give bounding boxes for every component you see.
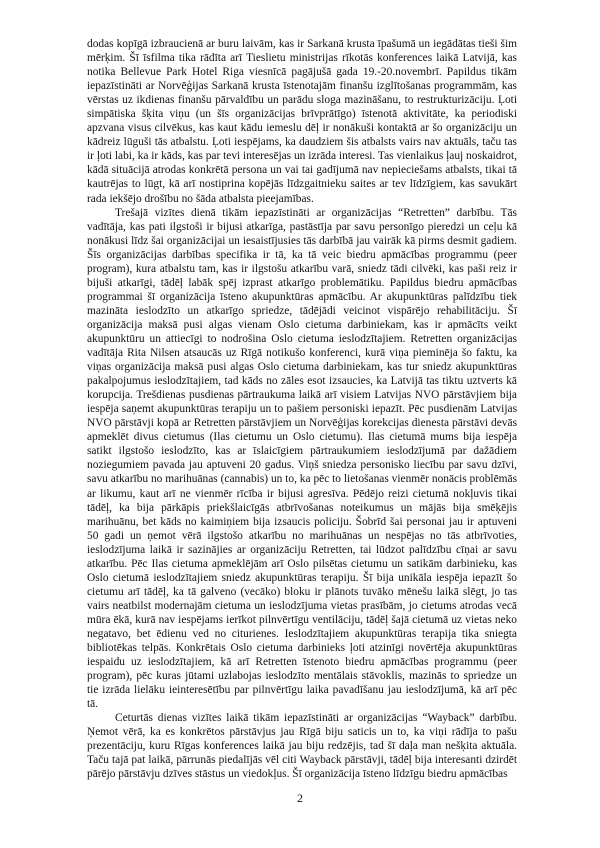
- page-number: 2: [297, 791, 303, 805]
- paragraph-wayback: Ceturtās dienas vizītes laikā tikām iepazīstināti ar organizācijas “Wayback” darbību. Ņemot vērā, ka es konkrētos pārstāvjus jau Rīgā biju saticis un to, ka viņi rādīja to pašu prezentāciju, kuru Rīgas konferences laikā jau biju redzējis, tad šī daļa man nešķita aktuāla. Taču tajā pat laikā, pārrunās piedalījās vēl citi Wayback pārstāvji, tādēļ bija interesanti dzirdēt pārējo pārstāvju dzīves stāstus un viedokļus. Šī organizācija īsteno līdzīgu biedru apmācības: [87, 712, 517, 781]
- paragraph-continuation: dodas kopīgā izbraucienā ar buru laivām, kas ir Sarkanā krusta īpašumā un iegādātas tieši šim mērķim. Šī īsfilma tika rādīta arī Tieslietu ministrijas rīkotās konferences laikā Latvijā, kas notika Bellevue Park Hotel Riga viesnīcā pagājušā gada 19.-20.novembrī. Papildus tikām iepazīstināti ar Norvēģijas Sarkanā krusta īstenotajām finanšu izglītošanas programmām, kas vērstas uz ikdienas finanšu pārvaldību un parādu sloga mazināšanu, to restrukturizāciju. Ļoti simpātiska šķita viņu (un šīs organizācijas brīvprātīgo) īstenotā aktivitāte, ka periodiski apzvana visus cilvēkus, kas kaut kādu iemeslu dēļ ir nonākuši kontaktā ar šo organizāciju un kādreiz lūguši tās atbalstu. Ļoti iespējams, ka daudziem šis atbalsts vairs nav aktuāls, taču tas ir ļoti labi, ka ir kāds, kas par tevi interesējas un izrāda interesi. Tas vienlaikus ļauj noskaidrot, kādā situācijā atrodas konkrētā persona un vai tai gadījumā nav nepieciešams atbalsts, tikai tā kautrējas to lūgt, kā arī nostiprina kopējās līdzgaitnieku saites ar tev līdzīgiem, kas savukārt rada iekšējo drošību no šāda atbalsta pieejamības.: [87, 38, 517, 205]
- paragraph-retretten: Trešajā vizītes dienā tikām iepazīstināti ar organizācijas “Retretten” darbību. Tās vadītāja, kas pati ilgstoši ir bijusi atkarīga, pastāstīja par savu personīgo pieredzi un ceļu kā nonākusi līdz šai organizācijai un iesaistījusies tās darbībā jau vairāk kā pirms desmit gadiem. Šīs organizācijas darbības specifika ir tā, ka tā veic biedru apmācības programmu (peer program), kura atbalstu tam, kas ir ilgstošu atkarību varā, sniedz tādi cilvēki, kas paši reiz ir bijuši atkarīgi, tādēļ labāk spēj izprast atkarīgo problemātiku. Papildus biedru apmācības programmai šī organizācija īsteno akupunktūras apmācību. Ar akupunktūras palīdzību tiek mazināta ieslodzīto un atkarīgo spriedze, tādējādi veicinot vispārējo rehabilitāciju. Šī organizācija maksā pusi algas vienam Oslo cietuma darbiniekam, kas ir apmācīts veikt akupunktūru un attiecīgi to nodrošina Oslo cietuma ieslodzītajiem. Retretten organizācijas vadītāja Rita Nilsen atsaucās uz Rīgā notikušo konferenci, kurā viņa pieminēja šo faktu, ka viņas organizācija maksā pusi algas Oslo cietuma darbiniekam, kas tur sniedz akupunktūras pakalpojumus ieslodzītajiem, tad kāds no zāles esot izsaucies, ka Latvijā tas tiktu uztverts kā korupcija. Trešdienas pusdienas pārtraukuma laikā arī visiem Latvijas NVO pārstāvjiem bija iespēja saņemt akupunktūras terapiju un to pašiem personiski iepazīt. Pēc pusdienām Latvijas NVO pārstāvji kopā ar Retretten pārstāvjiem un Norvēģijas korekcijas dienesta pārstāvi devās apmeklēt divus cietumus (Ilas cietumu un Oslo cietumu). Ilas cietumā mums bija iespēja satikt ilgstošo ieslodzīto, kas ar īslaicīgiem pārtraukumiem ieslodzījumā par dažādiem noziegumiem pavada jau aptuveni 20 gadus. Viņš sniedza personisko liecību par savu dzīvi, savu atkarību no marihuānas (cannabis) un to, ka pēc to lietošanas vienmēr nonācis problēmās ar likumu, kaut arī ne vienmēr rīcība ir bijusi agresīva. Pēdējo reizi cietumā nokļuvis tikai tādēļ, ka bija pārkāpis priekšlaicīgās atbrīvošanas noteikumus un mājās bija smēķējis marihuānu, bet kāds no kaimiņiem bija izsaucis policiju. Šobrīd šai personai jau ir aptuveni 50 gadi un ņemot vērā ilgstošo atkarību no marihuānas un nespējas no tās atbrīvoties, ieslodzījuma laikā ir sazinājies ar organizāciju Retretten, tai lūdzot palīdzību cīņai ar savu atkarību. Pēc Ilas cietuma apmeklējām arī Oslo pilsētas cietumu un satikām darbinieku, kas Oslo cietumā ieslodzītajiem sniedz akupunktūras terapiju. Šī bija unikāla iespēja iepazīt šo cietumu arī tādēļ, ka tā galveno (vecāko) bloku ir plānots tuvāko mēnešu laikā slēgt, jo tas vairs neatbilst modernajām cietuma un ieslodzījuma vietas prasībām, jo cietums atrodas vecā mūra ēkā, kurā nav iespējams ierīkot pilnvērtīgu ventilāciju, tādēļ šajā cietumā uz vietas neko negatavo, bet ēdienu ved no citurienes. Ieslodzītajiem akupunktūras terapija tika sniegta bibliotēkas telpās. Konkrētais Oslo cietuma darbinieks ļoti atzinīgi novērtēja akupunktūras iespaidu uz ieslodzītajiem, kā arī Retretten īstenoto biedru apmācības programmu (peer program), pēc kuras jūtami uzlabojas ieslodzīto mentālais stāvoklis, mazinās to spriedze un tie izrāda lielāku ieinteresētību par pilnvērtīgu laika pavadīšanu jau ieslodzījumā, kā arī pēc tā.: [87, 206, 517, 711]
- body-text: [87, 37, 517, 781]
